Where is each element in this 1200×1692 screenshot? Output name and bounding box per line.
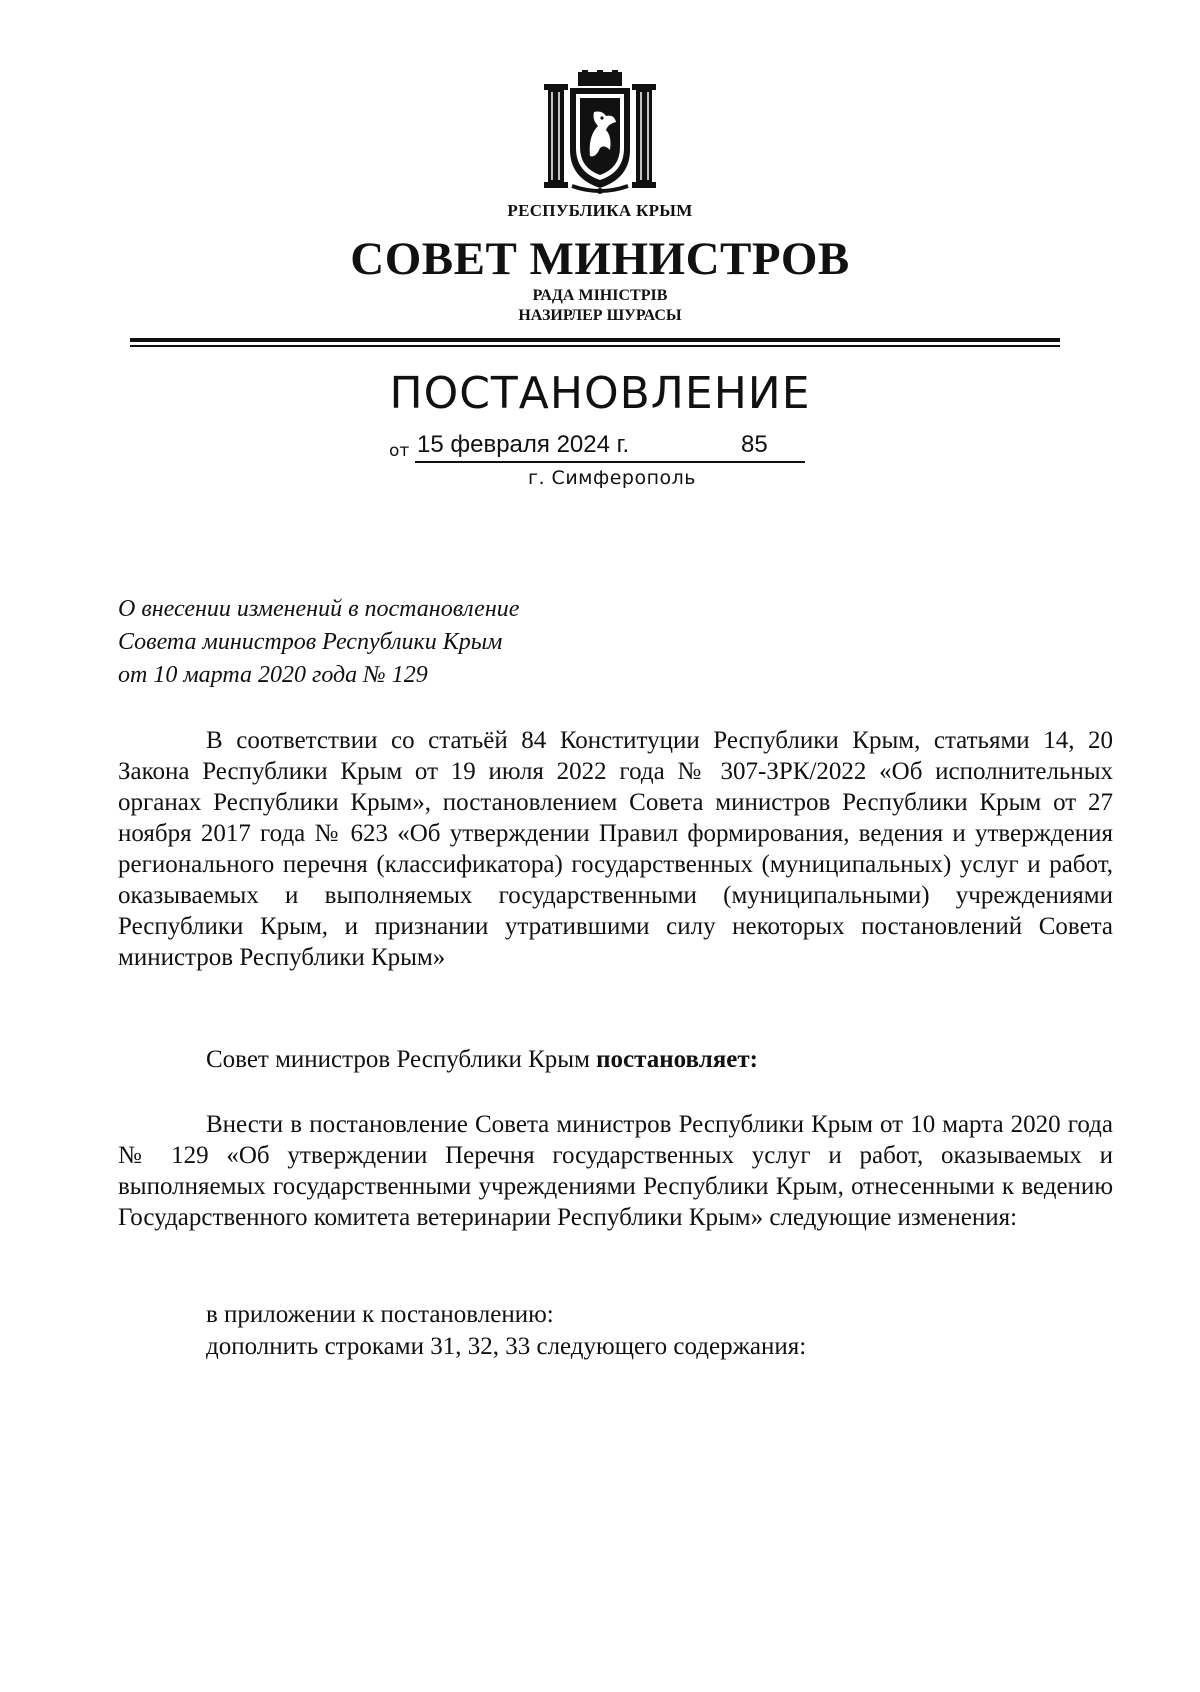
title-line-2: Совета министров Республики Крым (118, 629, 503, 655)
city: г. Симферополь (527, 467, 697, 489)
title-line-1: О внесении изменений в постановление (118, 596, 520, 622)
amendment-paragraph: Внести в постановление Совета министров Республики Крым от 10 марта 2020 года № 129 «Об утверждении Перечня государственных услуг и работ, оказываемых и выполняемых государственными учреждениями Республики Крым, отнесенными к ведению Государственного комитета ветеринарии Республики Крым» следующие изменения: (118, 1111, 1113, 1231)
republic-name: РЕСПУБЛИКА КРЫМ (507, 201, 693, 220)
add-rows-line: дополнить строками 31, 32, 33 следующего содержания: (206, 1333, 807, 1360)
resolution-paragraph (118, 1044, 1113, 1075)
document-number: 85 (741, 431, 768, 458)
date-prefix: от (389, 441, 410, 461)
header-divider-thick (130, 338, 1060, 342)
date-underline (415, 461, 805, 463)
document-date: 15 февраля 2024 г. (417, 431, 630, 458)
appendix-line: в приложении к постановлению: (206, 1301, 554, 1328)
document-title (118, 593, 519, 692)
council-name-ukrainian: РАДА МІНІСТРІВ (532, 287, 668, 304)
title-line-3: от 10 марта 2020 года № 129 (118, 662, 428, 688)
resolution-verb: постановляет: (596, 1046, 758, 1073)
council-name: СОВЕТ МИНИСТРОВ (350, 233, 850, 285)
date-line (389, 431, 809, 463)
preamble-paragraph: В соответствии со статьёй 84 Конституции Республики Крым, статьями 14, 20 Закона Республики Крым от 19 июля 2022 года № 307-ЗРК/2022 «Об исполнительных органах Республики Крым», постановлением Совета министров Республики Крым от 27 ноября 2017 года № 623 «Об утверждении Правил формирования, ведения и утверждения регионального перечня (классификатора) государственных (муниципальных) услуг и работ, оказываемых и выполняемых государственными (муниципальными) учреждениями Республики Крым, и признании утратившими силу некоторых постановлений Совета министров Республики Крым» (118, 727, 1113, 971)
header-divider-thin (130, 345, 1060, 347)
council-name-crimean-tatar: НАЗИРЛЕР ШУРАСЫ (518, 307, 682, 324)
document-type: ПОСТАНОВЛЕНИЕ (389, 368, 811, 419)
crimea-coat-of-arms-icon (542, 70, 658, 194)
resolution-prefix: Совет министров Республики Крым (206, 1046, 597, 1073)
